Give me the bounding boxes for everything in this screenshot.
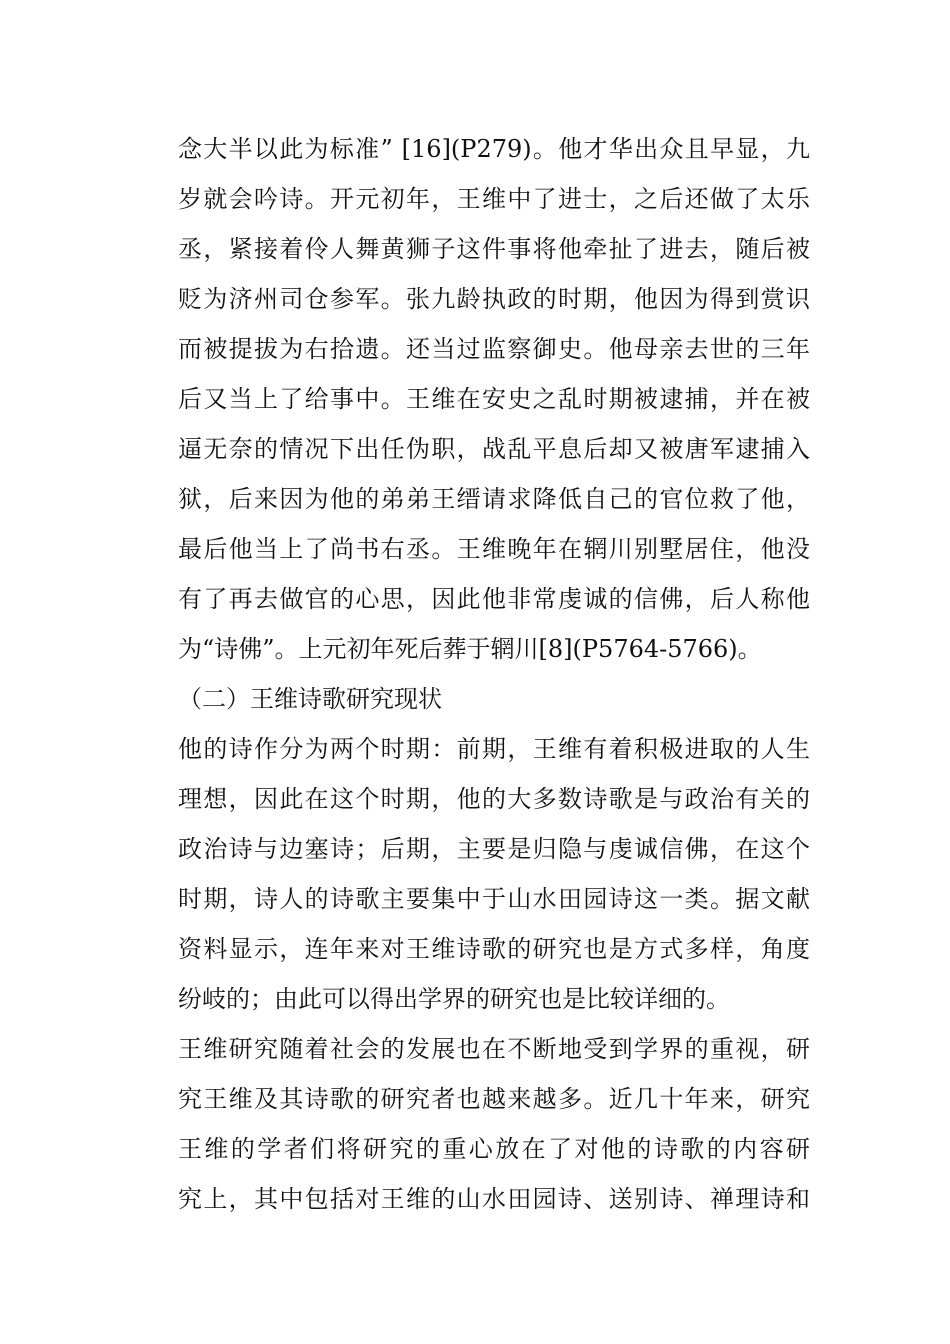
text-line: 纷岐的；由此可以得出学界的研究也是比较详细的。 xyxy=(178,985,730,1013)
paragraph-poetry-periods xyxy=(178,724,810,1024)
document-body xyxy=(178,124,810,1224)
text-line: 贬为济州司仓参军。张九龄执政的时期，他因为得到赏识 xyxy=(178,285,810,313)
text-line: 念大半以此为标准” [16](P279)。他才华出众且早显，九 xyxy=(178,135,810,163)
paragraph-research-status xyxy=(178,1024,810,1224)
text-line: 有了再去做官的心思，因此他非常虔诚的信佛，后人称他 xyxy=(178,585,810,613)
text-line: 后又当上了给事中。王维在安史之乱时期被逮捕，并在被 xyxy=(178,385,810,413)
text-line: 岁就会吟诗。开元初年，王维中了进士，之后还做了太乐 xyxy=(178,185,810,213)
text-line: 王维研究随着社会的发展也在不断地受到学界的重视，研 xyxy=(178,1035,810,1063)
text-line: 理想，因此在这个时期，他的大多数诗歌是与政治有关的 xyxy=(178,785,810,813)
paragraph-biography xyxy=(178,124,810,674)
text-line: 王维的学者们将研究的重心放在了对他的诗歌的内容研 xyxy=(178,1135,810,1163)
text-line: 狱，后来因为他的弟弟王缙请求降低自己的官位救了他， xyxy=(178,485,810,513)
text-line: 究王维及其诗歌的研究者也越来越多。近几十年来，研究 xyxy=(178,1085,810,1113)
text-line: 究上，其中包括对王维的山水田园诗、送别诗、禅理诗和 xyxy=(178,1185,810,1213)
text-line: 时期，诗人的诗歌主要集中于山水田园诗这一类。据文献 xyxy=(178,885,810,913)
text-line: 丞，紧接着伶人舞黄狮子这件事将他牵扯了进去，随后被 xyxy=(178,235,810,263)
text-line: 最后他当上了尚书右丞。王维晚年在辋川别墅居住，他没 xyxy=(178,535,810,563)
text-line: 而被提拔为右拾遗。还当过监察御史。他母亲去世的三年 xyxy=(178,335,810,363)
text-line: 他的诗作分为两个时期：前期，王维有着积极进取的人生 xyxy=(178,735,810,763)
text-line: 逼无奈的情况下出任伪职，战乱平息后却又被唐军逮捕入 xyxy=(178,435,810,463)
text-line: 为“诗佛”。上元初年死后葬于辋川[8](P5764-5766)。 xyxy=(178,635,762,663)
section-heading: （二）王维诗歌研究现状 xyxy=(178,685,442,713)
text-line: 资料显示，连年来对王维诗歌的研究也是方式多样，角度 xyxy=(178,935,810,963)
text-line: 政治诗与边塞诗；后期，主要是归隐与虔诚信佛，在这个 xyxy=(178,835,810,863)
